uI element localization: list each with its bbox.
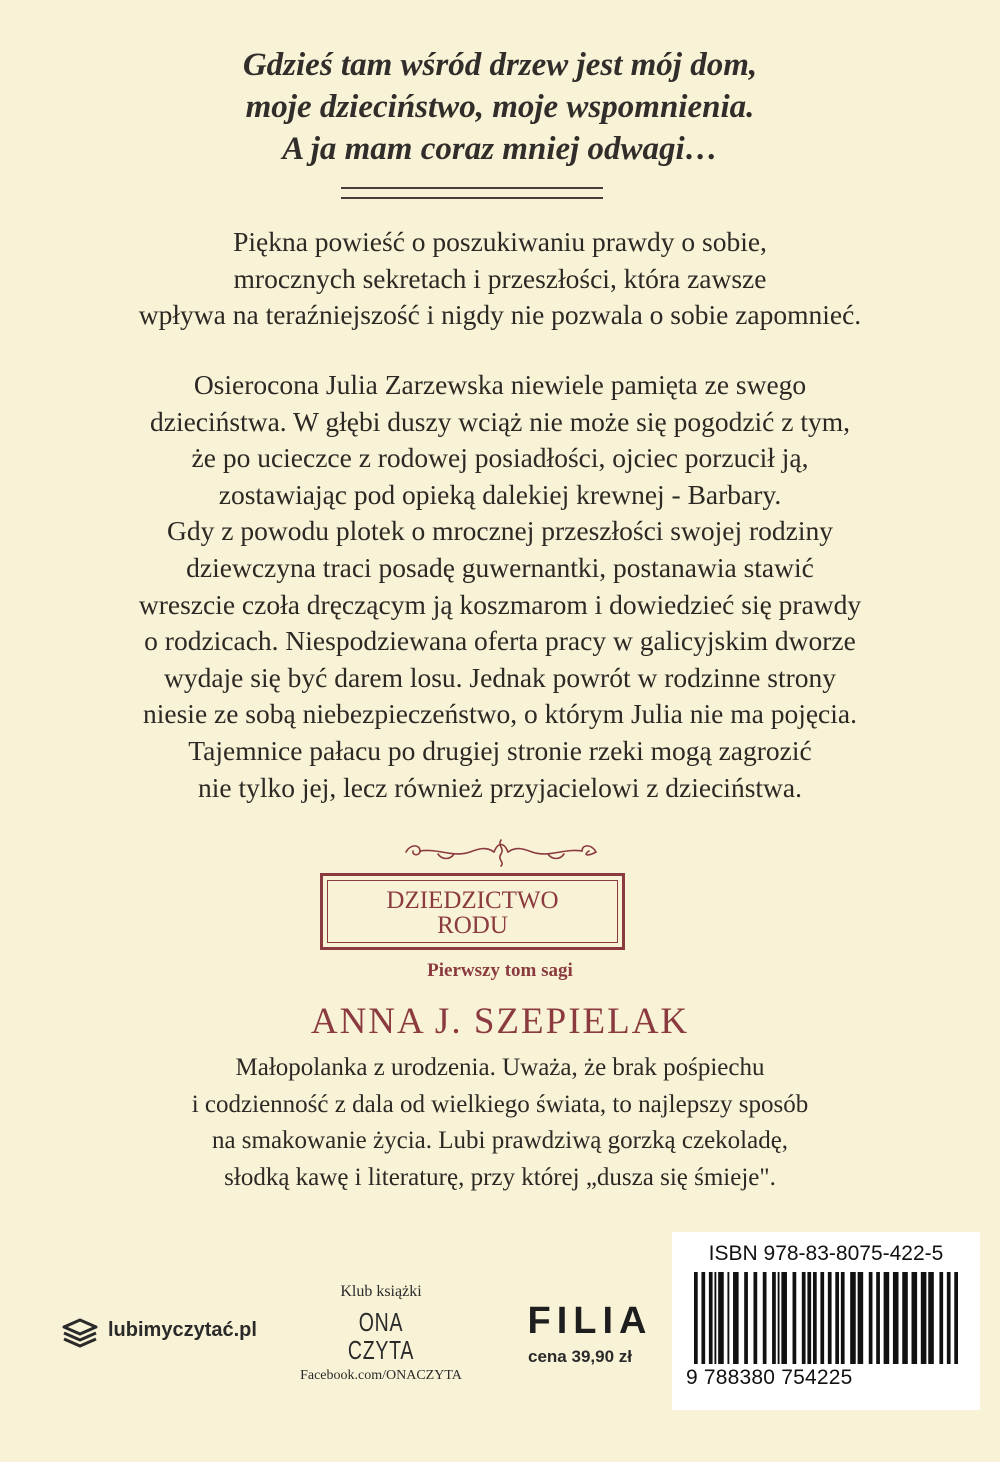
book-stack-icon [60, 1316, 100, 1350]
isbn-label: ISBN 978-83-8075-422-5 [708, 1242, 944, 1265]
barcode-bar [828, 1272, 832, 1364]
synopsis-line: dzieciństwa. W głębi duszy wciąż nie może się pogodzić z tym, [149, 405, 850, 437]
barcode-bar [763, 1272, 767, 1364]
ona-czyta-logo-bottom: CZYTA [347, 1335, 415, 1365]
synopsis-line: że po ucieczce z rodowej posiadłości, ojciec porzucił ją, [191, 442, 809, 474]
facebook-link: Facebook.com/ONACZYTA [300, 1368, 462, 1383]
series-title-box [320, 873, 625, 950]
barcode-bar [835, 1272, 839, 1364]
barcode-bar [694, 1272, 698, 1364]
barcode-bar [714, 1272, 716, 1364]
klub-ksiazki-label: Klub książki [340, 1283, 422, 1300]
bio-line: na smakowanie życia. Lubi prawdziwą gorzką czekoladę, [211, 1127, 789, 1154]
barcode-bar [813, 1272, 817, 1364]
ona-czyta-logo-top: ONA [358, 1307, 404, 1337]
barcode-bar [793, 1272, 797, 1364]
barcode-bar [876, 1272, 880, 1364]
series-subtitle: Pierwszy tom sagi [427, 960, 573, 981]
synopsis-line: Tajemnice pałacu po drugiej stronie rzeki mogą zagrozić [188, 734, 812, 766]
blurb-line: wpływa na teraźniejszość i nigdy nie pozwala o sobie zapomnieć. [138, 299, 862, 330]
lubimyczytac-logo [60, 1316, 257, 1355]
synopsis-line: nie tylko jej, lecz również przyjacielowi z dzieciństwa. [198, 771, 802, 803]
barcode-bar [884, 1272, 890, 1364]
barcode-bar [727, 1272, 729, 1364]
barcode-bar [807, 1272, 811, 1364]
barcode-bar [954, 1272, 958, 1364]
barcode-digits: 9 788380 754225 [686, 1366, 853, 1389]
quote-line: moje dzieciństwo, moje wspomnienia. [245, 89, 755, 125]
barcode-bar [928, 1272, 934, 1364]
series-title-line: RODU [437, 912, 508, 939]
barcode-bar [902, 1272, 908, 1364]
synopsis-line: zostawiając pod opieką dalekiej krewnej - Barbary. [218, 478, 782, 510]
barcode-bar [772, 1272, 776, 1364]
synopsis-paragraph [0, 367, 1000, 806]
divider-rule-top [341, 187, 603, 189]
bio-line: Małopolanka z urodzenia. Uważa, że brak pośpiechu [235, 1054, 765, 1081]
author-name: ANNA J. SZEPIELAK [310, 1001, 690, 1042]
bio-line: i codzienność z dala od wielkiego świata, to najlepszy sposób [191, 1090, 809, 1118]
synopsis-line: dziewczyna traci posadę guwernantki, postanawia stawić [186, 551, 814, 583]
synopsis-line: o rodzicach. Niespodziewana oferta pracy w galicyjskim dworze [144, 625, 856, 657]
price-label: cena 39,90 zł [528, 1347, 632, 1366]
synopsis-line: Osierocona Julia Zarzewska niewiele pamięta ze swego [193, 369, 807, 400]
barcode-icon [692, 1272, 960, 1364]
quote-line: A ja mam coraz mniej odwagi… [282, 131, 718, 167]
quote-line: Gdzieś tam wśród drzew jest mój dom, [242, 47, 758, 83]
blurb-paragraph [0, 224, 1000, 334]
barcode-bar [718, 1272, 724, 1364]
opening-quote [0, 44, 1000, 170]
barcode-bar [744, 1272, 748, 1364]
barcode-bar [753, 1272, 757, 1364]
barcode-bar [921, 1272, 927, 1364]
synopsis-line: wydaje się być darem losu. Jednak powrót w rodzinne strony [163, 661, 837, 693]
barcode-bar [841, 1272, 845, 1364]
barcode-bar [858, 1272, 864, 1364]
ornament-flourish-icon [398, 836, 604, 868]
barcode-bar [820, 1272, 824, 1364]
barcode-bar [778, 1272, 780, 1364]
series-title [323, 888, 622, 938]
series-title-line: DZIEDZICTWO [386, 887, 559, 914]
blurb-line: mrocznych sekretach i przeszłości, która zawsze [233, 262, 767, 294]
barcode-bar [701, 1272, 705, 1364]
publisher-logo: FILIA [527, 1300, 653, 1342]
barcode-bar [939, 1272, 943, 1364]
synopsis-line: wreszcie czoła dręczącym ją koszmarom i dowiedzieć się prawdy [138, 588, 862, 620]
author-bio [0, 1050, 1000, 1196]
barcode-bar [869, 1272, 873, 1364]
bio-line: słodką kawę i literaturę, przy której „dusza się śmieje". [224, 1163, 776, 1191]
barcode-bar [947, 1272, 951, 1364]
blurb-line: Piękna powieść o poszukiwaniu prawdy o sobie, [233, 226, 767, 257]
barcode-bar [781, 1272, 787, 1364]
lubimyczytac-text: lubimyczytać.pl [108, 1319, 257, 1341]
synopsis-line: niesie ze sobą niebezpieczeństwo, o którym Julia nie ma pojęcia. [143, 698, 857, 730]
barcode-bar [733, 1272, 739, 1364]
divider-rule-bottom [341, 197, 603, 199]
barcode-bar [850, 1272, 856, 1364]
barcode-bar [802, 1272, 806, 1364]
barcode-bar [912, 1272, 918, 1364]
barcode-bar [709, 1272, 713, 1364]
barcode-panel [672, 1232, 980, 1410]
barcode-bar [893, 1272, 899, 1364]
synopsis-line: Gdy z powodu plotek o mrocznej przeszłości swojej rodziny [167, 515, 833, 547]
